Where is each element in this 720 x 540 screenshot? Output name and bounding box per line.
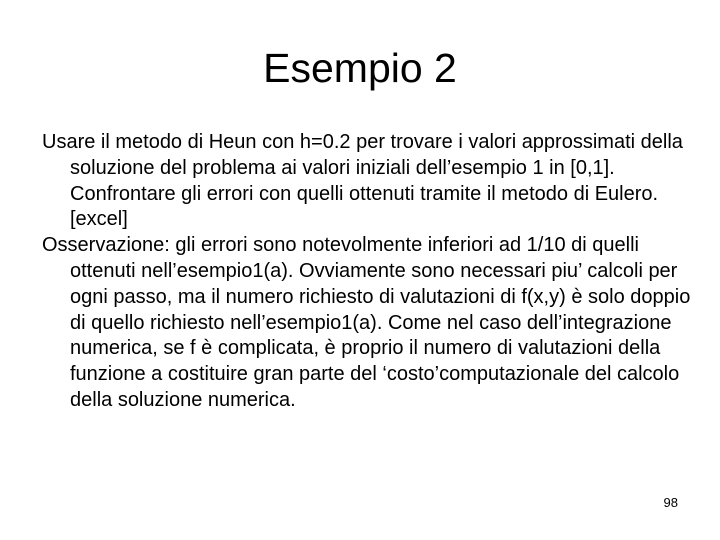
slide-title: Esempio 2 xyxy=(263,45,457,91)
slide-body xyxy=(42,130,692,414)
page-number: 98 xyxy=(663,495,678,510)
exercise-paragraph: Usare il metodo di Heun con h=0.2 per trovare i valori approssimati della soluzione del problema ai valori iniziali dell’esempio 1 in [0,1]. Confrontare gli errori con quelli ottenuti tramite il metodo di Eulero. [excel] xyxy=(42,131,683,231)
observation-paragraph: Osservazione: gli errori sono notevolmente inferiori ad 1/10 di quelli ottenuti nell’esempio1(a). Ovviamente sono necessari piu’ calcoli per ogni passo, ma il numero richiesto di valutazioni di f(x,y) è solo doppio di quello richiesto nell’esempio1(a). Come nel caso dell’integrazione numerica, se f è complicata, è proprio il numero di valutazioni della funzione a costituire gran parte del ‘costo’computazionale del calcolo della soluzione numerica. xyxy=(42,234,691,411)
